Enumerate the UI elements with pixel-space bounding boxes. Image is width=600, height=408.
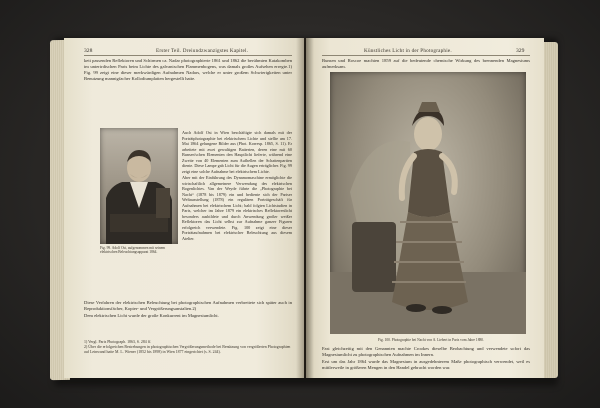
figure-caption-right: Fig. 100. Photographie bei Nacht von A. Liebert in Paris vom Jahre 1880.: [378, 338, 484, 342]
right-page-number: 329: [516, 48, 525, 54]
right-head-rule: [322, 55, 530, 56]
paragraph: Fast gleichzeitig mit den Genannten machte Crookes dieselbe Beobachtung und verwendete sofort das Magnesiumlicht zu photographischen Aufnahmen im Innern.: [322, 346, 530, 357]
paragraph: Bunsen und Roscoe machten 1859 auf die bedeutende chemische Wirkung des brennenden Magnesiums aufmerksam.: [322, 58, 530, 69]
paragraph: Diese Verfahren der elektrischen Beleuchtung bei photographischen Aufnahmen verbreitete sich später auch in Reproduktionsfächer, Kopier- und Vergrößerungsanstalten.2): [84, 300, 292, 311]
footnote: 2) Über die erfolgreichen Bestrebungen in photographischen Vergrößerungsmethode bei Benützung von vergrößerten Photographien auf Leinwand hatte M. L. Wiener (1852 bis 1898) in Wien 1877 eingerichtet (s. S. 244).: [84, 345, 291, 354]
footnotes: [84, 340, 292, 355]
figure-caption-left: Fig. 99. Adolf Ost, aufgenommen mit seinem elektrischen Beleuchtungsapparat 1864.: [100, 246, 166, 255]
book-gutter: [296, 38, 314, 378]
right-text-bottom: [322, 346, 530, 372]
left-head-rule: [84, 55, 292, 56]
right-text-top: [322, 58, 530, 71]
paragraph: Dem elektrischen Licht wurde der große Konkurrent im Magnesiumlicht.: [84, 312, 219, 318]
left-text-bottom: [84, 300, 292, 320]
right-page: [306, 38, 544, 378]
left-text-top: [84, 58, 292, 83]
standing-woman-figure: [330, 72, 526, 334]
left-text-beside-photo: [182, 130, 292, 242]
portrait-photo-adolf-ost: [100, 128, 178, 244]
seated-man-figure: [100, 128, 178, 244]
paragraph: Aber mit der Einführung des Dynamomaschine ermöglichte die wirtschaftlich allgemeinere Verwendung des elektrischen Bogenlichtes. Van der Weyde führte die „Photographie bei Nacht“ (1878 bis 1879) ein und bediente sich der Pariser Weltausstellung (1878) ein regulären Porträtgeschäft für Aufnahmen bei elektrischem Licht; bald folgten Lichtstudien in Paris, welcher im Jahre 1879 ein elektrisches Reflektorenlicht besonders ausbildete und durch Anwendung großer weißer Reflektoren das Licht selbst zur Aufnahme ganzer Figuren erfolgreich verwendete. Fig. 100 zeigt eine dieser Porträtaufnahmen bei elektrischer Beleuchtung aus diesem Atelier.: [182, 175, 292, 241]
photo-woman-in-costume: [330, 72, 526, 334]
right-running-head: Künstliches Licht in der Photographie.: [364, 48, 452, 54]
left-page-number: 328: [84, 48, 93, 54]
paragraph: kett passenden Reflektoren und Schirmen ca. Nadar photographierte 1861 und 1862 die berühmten Katakomben im unterirdischen Paris beim Lichte des galvanischen Flammenbogens, was damals großes Aufsehen erregte.1) Fig. 99 zeigt eine dieser merkwürdigen Aufnahmen Nadars, welche er unter großem Schwierigkeiten unter Benutzung mannigfacher Kollodiumplatten hergestellt hatte.: [84, 58, 292, 81]
paragraph: Erst um das Jahr 1864 wurde das Magnesium in ausgedehnterem Maße photographisch verwendet, weil es mittlerweile in größeren Mengen in den Handel gebracht worden war.: [322, 358, 530, 370]
paragraph: Auch Adolf Ost in Wien beschäftigte sich damals mit der Porträtphotographie bei elektrischem Lichte und stellte am 17. Mai 1864 gelungene Bilder aus (Phot. Korresp. 1865, S. 11). Er arbeitete mit zwei gewaltigen Batterien, deren eine mit 60 Bunsen'schen Elementen den Hauptlicht lieferte, während eine Zweite von 40 Elementen zum Aufhellen der Schattenpartien diente. Diese Lampe gab Licht für die Augen erträglicher. Fig. 99 zeigt eine solche Aufnahme bei elektrischem Lichte.: [182, 130, 292, 174]
open-book: [50, 32, 558, 384]
left-page: [64, 38, 304, 378]
left-running-head: Erster Teil. Dreiundzwanzigstes Kapitel.: [156, 48, 249, 54]
footnote: 1) Vergl. Paris Photograph. 1863, S. 284 ff.: [84, 340, 152, 344]
